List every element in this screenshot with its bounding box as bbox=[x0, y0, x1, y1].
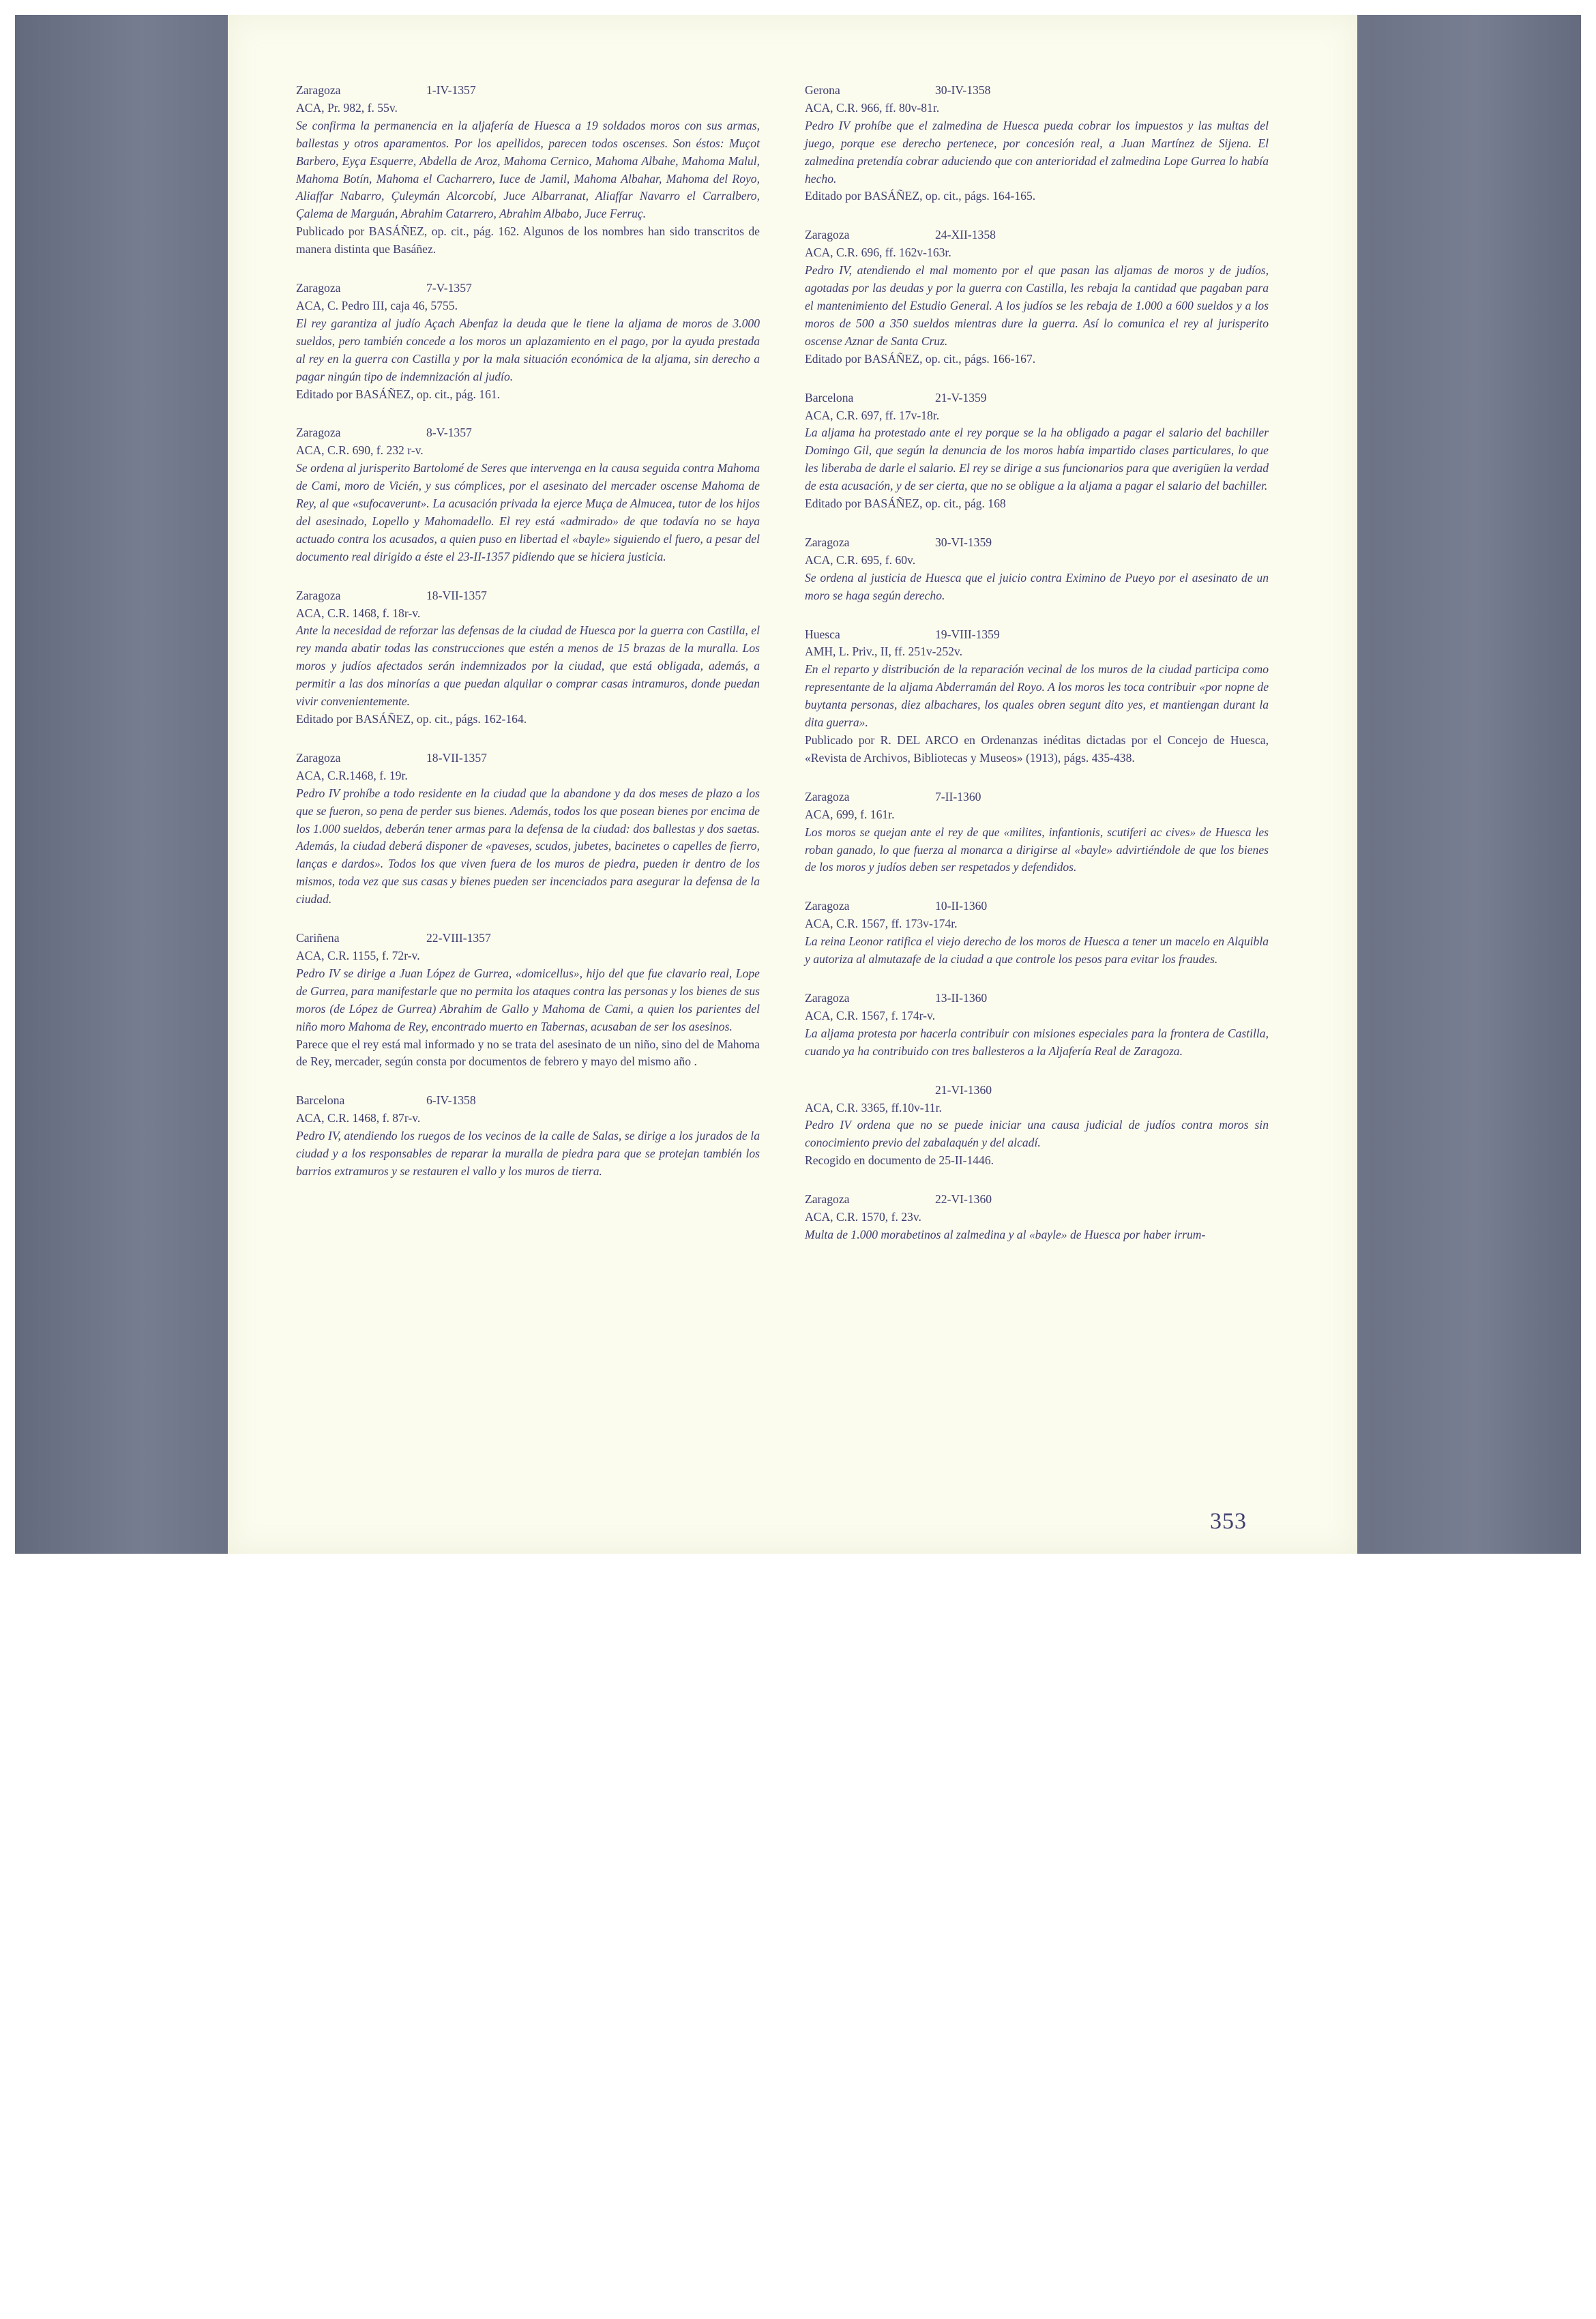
entry-date: 6-IV-1358 bbox=[426, 1093, 476, 1108]
entry-place: Zaragoza bbox=[296, 281, 341, 295]
entry-summary: Los moros se quejan ante el rey de que «milites, infantionis, scutiferi ac cives» de Huesca les roban ganado, lo que fuerza al monarca a dirigirse al «bayle» advirtiéndole de que los bienes de los moros y judíos deben ser respetados y defendidos. bbox=[805, 825, 1269, 874]
left-column bbox=[296, 82, 760, 1202]
entry-header bbox=[805, 626, 1269, 644]
entry-date: 30-IV-1358 bbox=[935, 83, 991, 97]
document-entry bbox=[805, 534, 1269, 605]
entry-summary: Pedro IV prohíbe a todo residente en la ciudad que la abandone y da dos meses de plazo a los que se fueron, so pena de perder sus bienes. Además, todos los que posean bienes por encima de los 1.000 sueldos, deberán tener armas para la defensa de la ciudad: dos ballestas y dos saetas. Además, la ciudad deberá disponer de «paveses, scudos, jubetes, bacinetes o capelles de fierro, lanças e dardos». Todos los que viven fuera de los muros de piedra, pueden ir dentro de los mismos, toda vez que sus casas y bienes pueden ser incenciados para asegurar la defensa de la ciudad. bbox=[296, 786, 760, 906]
entry-note: Publicado por R. DEL ARCO en Ordenanzas inéditas dictadas por el Concejo de Huesca, «Revista de Archivos, Bibliotecas y Museos» (1913), págs. 435-438. bbox=[805, 733, 1269, 765]
document-entry bbox=[805, 389, 1269, 513]
entry-reference: ACA, C.R. 1468, f. 18r-v. bbox=[296, 606, 421, 620]
entry-place: Cariñena bbox=[296, 931, 340, 945]
entry-place: Zaragoza bbox=[805, 228, 850, 242]
entry-date: 22-VI-1360 bbox=[935, 1192, 992, 1207]
document-entry bbox=[296, 930, 760, 1071]
entry-date: 1-IV-1357 bbox=[426, 83, 476, 97]
entry-reference: ACA, C.R. 1570, f. 23v. bbox=[805, 1210, 921, 1224]
entry-header bbox=[296, 280, 760, 297]
entry-date: 7-V-1357 bbox=[426, 281, 472, 295]
entry-reference: ACA, C.R. 1155, f. 72r-v. bbox=[296, 948, 420, 962]
document-entry bbox=[805, 626, 1269, 767]
entry-date: 30-VI-1359 bbox=[935, 535, 992, 549]
entry-header bbox=[296, 82, 760, 100]
document-entry bbox=[805, 1191, 1269, 1244]
entry-header bbox=[805, 389, 1269, 407]
document-entry bbox=[805, 226, 1269, 368]
entry-date: 18-VII-1357 bbox=[426, 588, 487, 602]
entry-reference: ACA, 699, f. 161r. bbox=[805, 807, 895, 821]
entry-note: Recogido en documento de 25-II-1446. bbox=[805, 1153, 994, 1168]
document-entry bbox=[296, 424, 760, 565]
entry-date: 21-VI-1360 bbox=[935, 1082, 992, 1097]
entry-note: Editado por BASÁÑEZ, op. cit., pág. 161. bbox=[296, 387, 501, 401]
entry-reference: ACA, C.R. 696, ff. 162v-163r. bbox=[805, 246, 951, 260]
entry-summary: La aljama ha protestado ante el rey porque se la ha obligado a pagar el salario del bachiller Domingo Gil, que según la denuncia de los moros había impartido clases particulares, lo que les liberaba de darle el salario. El rey se dirige a sus funcionarios para que averigüen la verdad de esta acusación, y de ser cierta, que no se obligue a la aljama a pagar el salario del bachiller. bbox=[805, 426, 1269, 493]
entry-reference: ACA, C.R. 690, f. 232 r-v. bbox=[296, 443, 424, 458]
entry-reference: ACA, C.R. 695, f. 60v. bbox=[805, 552, 916, 567]
entry-summary: Pedro IV prohíbe que el zalmedina de Huesca pueda cobrar los impuestos y las multas del juego, porque ese derecho pertenece, por concesión real, a Juan Martínez de Sijena. El zalmedina pretendía cobrar aduciendo que con anterioridad el zalmedina Lope Gurrea lo había hecho. bbox=[805, 118, 1269, 186]
entry-header bbox=[805, 898, 1269, 915]
entry-reference: ACA, C.R. 3365, ff.10v-11r. bbox=[805, 1100, 942, 1114]
entry-reference: ACA, C.R. 966, ff. 80v-81r. bbox=[805, 100, 940, 115]
entry-header bbox=[805, 1082, 1269, 1099]
entry-reference: ACA, C.R.1468, f. 19r. bbox=[296, 768, 408, 782]
entry-summary: En el reparto y distribución de la reparación vecinal de los muros de la ciudad participa como representante de la aljama Abderramán del Royo. A los moros les toca contribuir «por nopne de buytanta personas, diez albachares, los quales obren segunt dito yes, et mantiengan durant la dita guerra». bbox=[805, 662, 1269, 730]
entry-note: Editado por BASÁÑEZ, op. cit., pág. 168 bbox=[805, 497, 1006, 511]
document-entry bbox=[805, 990, 1269, 1061]
entry-header bbox=[805, 788, 1269, 806]
entry-note: Editado por BASÁÑEZ, op. cit., págs. 164-165. bbox=[805, 189, 1036, 203]
entry-header bbox=[805, 1191, 1269, 1209]
entry-header bbox=[296, 424, 760, 442]
entry-place: Zaragoza bbox=[805, 1192, 850, 1207]
entry-summary: Pedro IV se dirige a Juan López de Gurrea, «domicellus», hijo del que fue clavario real, Lope de Gurrea, para manifestarle que no permita los ataques contra las personas y los bienes de sus moros (de López de Gurrea) Abrahim de Gallo y Mahoma de Cami, a quien los parientes del niño moro Mahoma de Rey, encontrado muerto en Tabernas, acusaban de ser los asesinos. bbox=[296, 966, 760, 1033]
entry-date: 22-VIII-1357 bbox=[426, 931, 491, 945]
entry-place: Zaragoza bbox=[296, 426, 341, 440]
right-column bbox=[805, 82, 1269, 1265]
entry-place: Zaragoza bbox=[805, 535, 850, 549]
entry-header bbox=[296, 750, 760, 767]
entry-note: Parece que el rey está mal informado y no se trata del asesinato de un niño, sino del de Mahoma de Rey, mercader, según consta por documentos de febrero y mayo del mismo año . bbox=[296, 1037, 760, 1069]
document-entry bbox=[805, 82, 1269, 205]
entry-place: Gerona bbox=[805, 83, 840, 97]
entry-summary: Ante la necesidad de reforzar las defensas de la ciudad de Huesca por la guerra con Castilla, el rey manda abatir todas las construcciones que estén a menos de 15 brazas de la muralla. Los moros y judíos afectados serán indemnizados por la ciudad, que está obligada, además, a permitir a las dos minorías a que puedan alquilar o comprar casas intramuros, donde puedan vivir convenientemente. bbox=[296, 623, 760, 709]
entry-summary: La reina Leonor ratifica el viejo derecho de los moros de Huesca a tener un macelo en Alquibla y autoriza al almutazafe de la ciudad a que controle los pesos para evitar los fraudes. bbox=[805, 934, 1269, 966]
entry-header bbox=[296, 930, 760, 947]
entry-date: 18-VII-1357 bbox=[426, 750, 487, 765]
entry-header bbox=[296, 1092, 760, 1110]
entry-summary: La aljama protesta por hacerla contribuir con misiones especiales para la frontera de Castilla, cuando ya ha contribuido con tres ballesteros a la Aljafería Real de Zaragoza. bbox=[805, 1026, 1269, 1058]
entry-summary: El rey garantiza al judío Açach Abenfaz la deuda que le tiene la aljama de moros de 3.000 sueldos, pero también concede a los moros un aplazamiento en el pago, por la ayuda prestada al rey en la guerra con Castilla y por la mala situación económica de la aljama, sin derecho a pagar ningún tipo de indemnización al judío. bbox=[296, 316, 760, 383]
entry-note: Editado por BASÁÑEZ, op. cit., págs. 162-164. bbox=[296, 712, 527, 726]
entry-place: Huesca bbox=[805, 627, 840, 641]
entry-date: 8-V-1357 bbox=[426, 426, 472, 440]
entry-note: Editado por BASÁÑEZ, op. cit., págs. 166-167. bbox=[805, 351, 1036, 366]
entry-date: 19-VIII-1359 bbox=[935, 627, 1000, 641]
entry-reference: ACA, C.R. 1567, ff. 173v-174r. bbox=[805, 917, 958, 931]
entry-summary: Se ordena al justicia de Huesca que el juicio contra Eximino de Pueyo por el asesinato de un moro se haga según derecho. bbox=[805, 570, 1269, 602]
entry-place: Barcelona bbox=[805, 390, 854, 404]
entry-reference: ACA, C.R. 1567, f. 174r-v. bbox=[805, 1008, 936, 1022]
entry-date: 24-XII-1358 bbox=[935, 228, 996, 242]
entry-summary: Pedro IV, atendiendo los ruegos de los vecinos de la calle de Salas, se dirige a los jurados de la ciudad y a los responsables de reparar la muralla de piedra para que se protejan también los barrios extramuros y se restauren el vallo y los muros de tierra. bbox=[296, 1129, 760, 1178]
document-entry bbox=[296, 82, 760, 259]
entry-note: Publicado por BASÁÑEZ, op. cit., pág. 162. Algunos de los nombres han sido transcritos de manera distinta que Basáñez. bbox=[296, 224, 760, 256]
entry-date: 21-V-1359 bbox=[935, 390, 987, 404]
entry-date: 13-II-1360 bbox=[935, 990, 988, 1005]
entry-place: Zaragoza bbox=[805, 789, 850, 803]
document-entry bbox=[296, 1092, 760, 1181]
document-entry bbox=[805, 898, 1269, 969]
entry-header bbox=[805, 990, 1269, 1007]
entry-header bbox=[805, 82, 1269, 100]
entry-summary: Multa de 1.000 morabetinos al zalmedina y al «bayle» de Huesca por haber irrum- bbox=[805, 1227, 1206, 1241]
document-entry bbox=[296, 280, 760, 403]
document-entry bbox=[296, 750, 760, 909]
entry-summary: Pedro IV ordena que no se puede iniciar una causa judicial de judíos contra moros sin conocimiento previo del zabalaquén y del alcadí. bbox=[805, 1118, 1269, 1150]
document-entry bbox=[805, 1082, 1269, 1170]
entry-place: Zaragoza bbox=[805, 990, 850, 1005]
entry-place: Zaragoza bbox=[296, 588, 341, 602]
entry-summary: Se confirma la permanencia en la aljafería de Huesca a 19 soldados moros con sus armas, ballestas y otros aparamentos. Por los apellidos, parecen todos oscenses. Son éstos: Muçot Barbero, Eyça Esquerre, Abdella de Aroz, Mahoma Cernico, Mahoma Albahe, Mahoma Malul, Mahoma Botín, Mahoma el Cacharrero, Iuce de Jamil, Mahoma Albahar, Mahoma del Royo, Aliaffar Nabarro, Çuleymán Alcorcobí, Juce Albarranat, Aliaffar Navarro el Carralbero, Çalema de Marguán, Abrahim Catarrero, Abrahim Albabo, Juce Ferruç. bbox=[296, 118, 760, 221]
entry-summary: Pedro IV, atendiendo el mal momento por el que pasan las aljamas de moros y de judíos, agotadas por las deudas y por la guerra con Castilla, les rebaja la cantidad que pagaban para el mantenimiento del Estudio General. A los judíos se les rebaja de 1.000 a 600 sueldos y a los moros de 500 a 350 sueldos mientras dure la guerra. Así lo comunica el rey al jurisperito oscense Aznar de Santa Cruz. bbox=[805, 263, 1269, 348]
entry-reference: ACA, C.R. 1468, f. 87r-v. bbox=[296, 1111, 421, 1125]
entry-header bbox=[805, 534, 1269, 552]
entry-place: Zaragoza bbox=[805, 899, 850, 913]
entry-reference: ACA, Pr. 982, f. 55v. bbox=[296, 100, 398, 115]
entry-place: Barcelona bbox=[296, 1093, 345, 1108]
document-entry bbox=[296, 587, 760, 728]
book-page bbox=[228, 15, 1357, 1554]
entry-place: Zaragoza bbox=[296, 83, 341, 97]
page-number: 353 bbox=[1210, 1509, 1247, 1534]
entry-header bbox=[296, 587, 760, 605]
entry-reference: ACA, C. Pedro III, caja 46, 5755. bbox=[296, 298, 458, 312]
entry-place: Zaragoza bbox=[296, 750, 341, 765]
entry-date: 10-II-1360 bbox=[935, 899, 988, 913]
entry-reference: ACA, C.R. 697, ff. 17v-18r. bbox=[805, 408, 940, 422]
entry-reference: AMH, L. Priv., II, ff. 251v-252v. bbox=[805, 645, 962, 659]
document-entry bbox=[805, 788, 1269, 877]
entry-summary: Se ordena al jurisperito Bartolomé de Seres que intervenga en la causa seguida contra Mahoma de Cami, moro de Vicién, y sus cómplices, por el asesinato del mercader oscense Mahoma de Rey, al que «sufocaverunt». La acusación privada la ejerce Muça de Almucea, tutor de los hijos del asesinado, Lopello y Mahomadello. El rey está «admirado» de que todavía no se haya actuado contra los acusados, a quien puso en libertad el «bayle» siguiendo el fuero, a pesar del documento real dirigido a éste el 23-II-1357 pidiendo que se hiciera justicia. bbox=[296, 461, 760, 563]
entry-date: 7-II-1360 bbox=[935, 789, 981, 803]
entry-header bbox=[805, 226, 1269, 244]
